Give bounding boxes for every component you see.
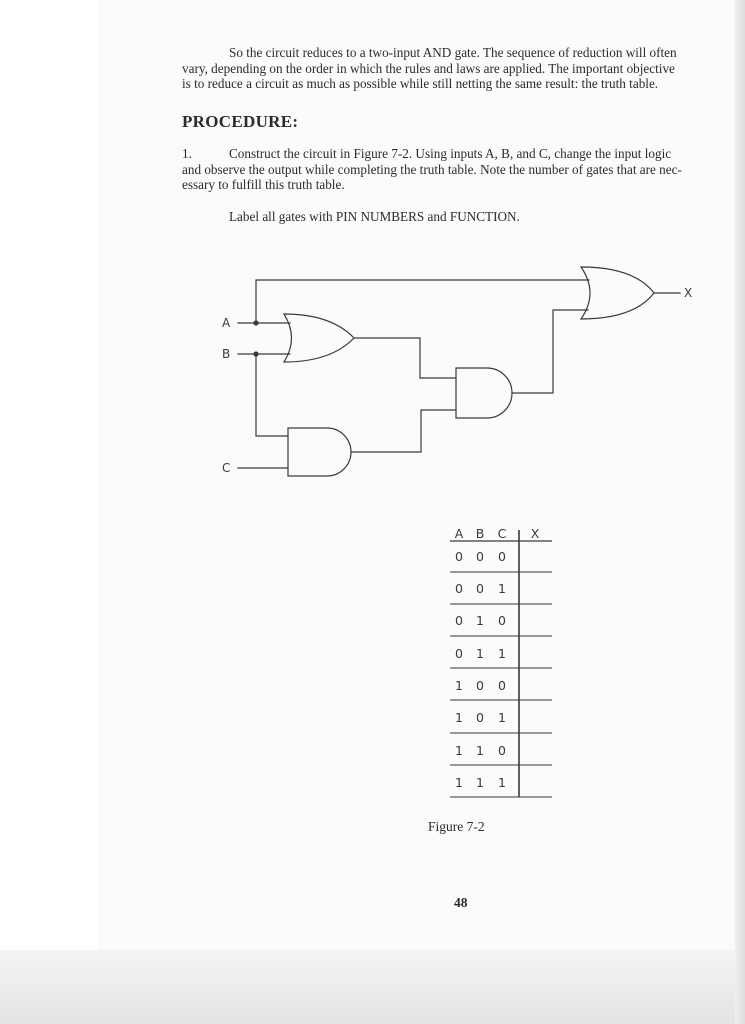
header-b: B (475, 526, 485, 541)
page-number: 48 (454, 895, 468, 910)
row-4-c: 1 (498, 646, 506, 661)
step-line-3: essary to fulfill this truth table. (182, 177, 345, 192)
row-3-c: 0 (498, 613, 506, 628)
step-number: 1. (182, 146, 192, 161)
row-1-a: 0 (455, 549, 463, 564)
instruction-text: Label all gates with PIN NUMBERS and FUNCTION. (229, 209, 520, 224)
wire-a-to-or (256, 280, 589, 323)
output-label-x: X (684, 286, 693, 300)
header-a: A (454, 526, 464, 541)
input-label-b: B (222, 347, 231, 361)
row-2-a: 0 (455, 581, 463, 596)
row-4-b: 1 (476, 646, 484, 661)
wire-b-to-and (256, 354, 288, 436)
row-5-b: 0 (476, 678, 484, 693)
wire-or-to-and (354, 338, 456, 378)
row-7-a: 1 (455, 743, 463, 758)
row-8-a: 1 (455, 775, 463, 790)
row-2-c: 1 (498, 581, 506, 596)
junction-b (253, 351, 258, 356)
row-5-c: 0 (498, 678, 506, 693)
junction-a (253, 320, 258, 325)
intro-line-3: is to reduce a circuit as much as possible while still netting the same result: the truth table. (182, 76, 659, 91)
row-7-b: 1 (476, 743, 484, 758)
procedure-heading: PROCEDURE: (182, 112, 299, 131)
and-gate-middle (456, 368, 512, 418)
and-gate-bc (288, 428, 351, 476)
row-3-a: 0 (455, 613, 463, 628)
header-c: C (497, 526, 507, 541)
row-5-a: 1 (455, 678, 463, 693)
header-x: X (530, 526, 540, 541)
row-7-c: 0 (498, 743, 506, 758)
intro-line-1: So the circuit reduces to a two-input AND gate. The sequence of reduction will often (229, 45, 677, 60)
row-1-c: 0 (498, 549, 506, 564)
figure-caption: Figure 7-2 (428, 819, 485, 834)
row-4-a: 0 (455, 646, 463, 661)
row-6-a: 1 (455, 710, 463, 725)
wire-and-to-or (512, 310, 588, 393)
intro-line-2: vary, depending on the order in which the rules and laws are applied. The important objective (182, 60, 675, 76)
or-gate-ab (284, 314, 354, 362)
row-6-c: 1 (498, 710, 506, 725)
row-8-c: 1 (498, 775, 506, 790)
step-line-2: and observe the output while completing the truth table. Note the number of gates that are nec- (182, 161, 682, 177)
input-label-c: C (222, 461, 231, 475)
input-label-a: A (222, 316, 231, 330)
wire-and-to-and (351, 410, 456, 452)
row-8-b: 1 (476, 775, 484, 790)
or-gate-output (581, 267, 654, 319)
row-3-b: 1 (476, 613, 484, 628)
step-line-1: Construct the circuit in Figure 7-2. Using inputs A, B, and C, change the input logic (229, 146, 672, 161)
row-1-b: 0 (476, 549, 484, 564)
row-2-b: 0 (476, 581, 484, 596)
row-6-b: 0 (476, 710, 484, 725)
